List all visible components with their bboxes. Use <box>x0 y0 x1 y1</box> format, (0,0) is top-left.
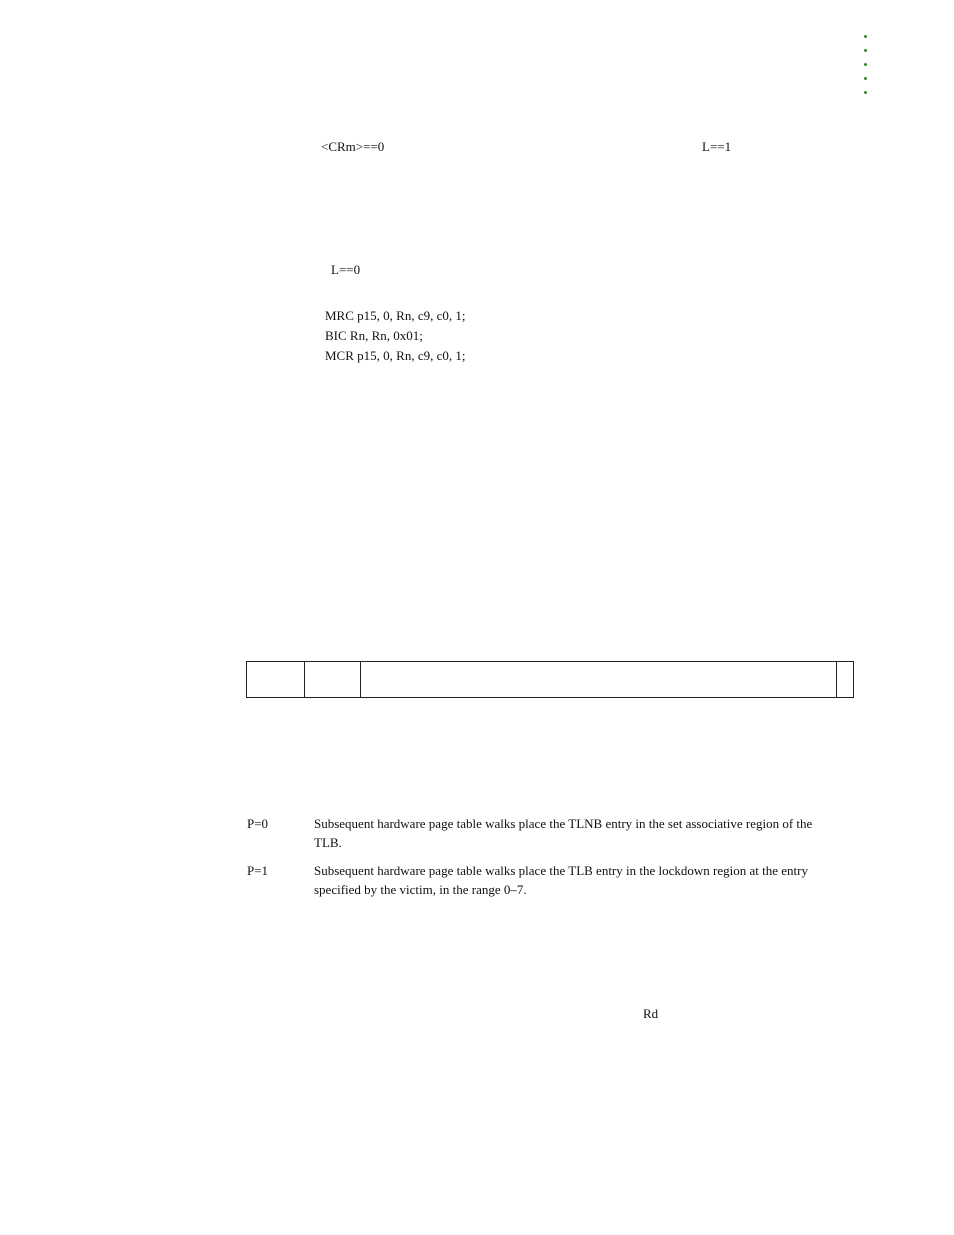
code-line: MRC p15, 0, Rn, c9, c0, 1; <box>325 308 466 323</box>
register-bit-field-diagram <box>246 661 854 698</box>
margin-dot <box>864 77 867 80</box>
bit-field-divider <box>360 662 361 697</box>
code-block <box>325 306 465 366</box>
bit-field-divider <box>304 662 305 697</box>
definition-term-p0: P=0 <box>247 816 269 831</box>
definition-term-p1: P=1 <box>247 863 269 878</box>
definition-description-p0: Subsequent hardware page table walks place the TLNB entry in the set associative region of the TLB. <box>314 816 813 850</box>
code-line: MCR p15, 0, Rn, c9, c0, 1; <box>325 348 466 363</box>
crm-condition-label: <CRm>==0 <box>321 139 385 154</box>
margin-dot <box>864 49 867 52</box>
margin-dot-column <box>864 35 870 105</box>
l-equals-0-label: L==0 <box>331 262 361 277</box>
rd-label: Rd <box>643 1006 659 1021</box>
definition-description-p1: Subsequent hardware page table walks place the TLB entry in the lockdown region at the entry specified by the victim, in the range 0–7. <box>314 863 808 897</box>
code-line: BIC Rn, Rn, 0x01; <box>325 328 423 343</box>
bit-field-divider <box>836 662 837 697</box>
margin-dot <box>864 35 867 38</box>
margin-dot <box>864 63 867 66</box>
l-equals-1-label: L==1 <box>702 139 732 154</box>
margin-dot <box>864 91 867 94</box>
